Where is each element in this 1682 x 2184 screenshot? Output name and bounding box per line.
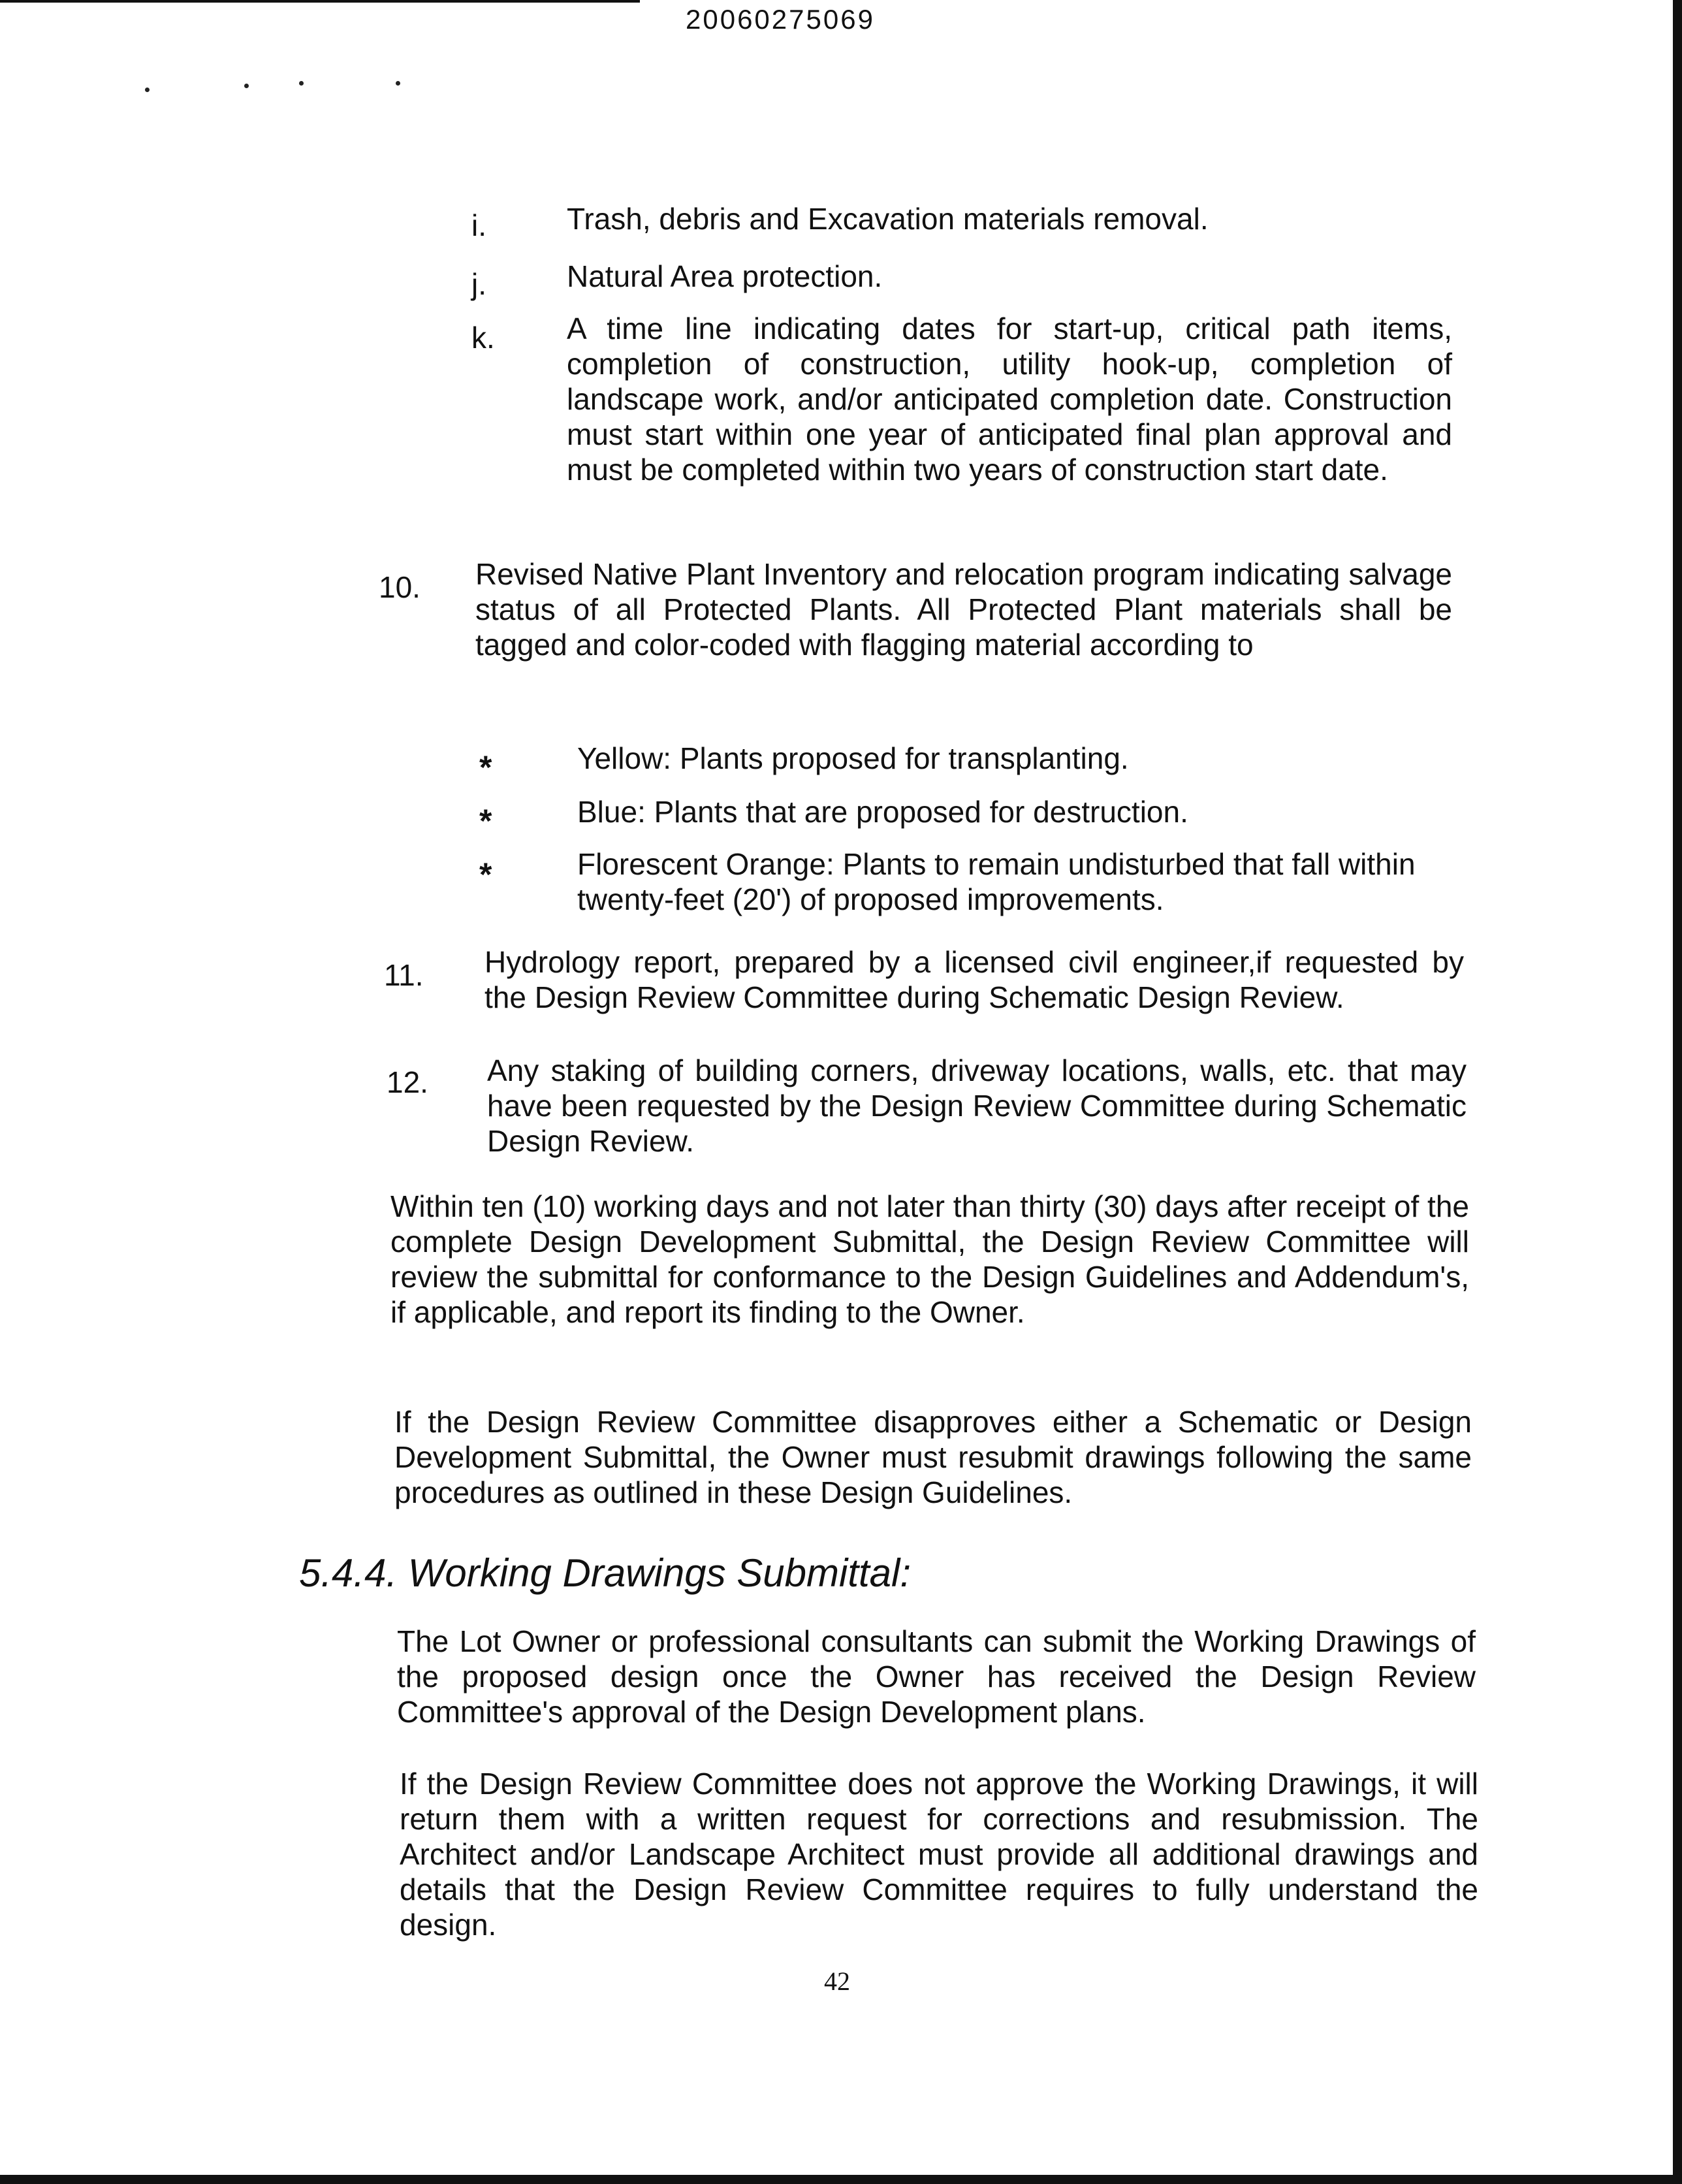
scan-speck (145, 88, 150, 92)
numbered-item-text: Hydrology report, prepared by a licensed civil engineer,if requested by the Design Review Committee during Schematic Design Review. (484, 945, 1464, 1014)
scan-border-bottom (0, 2175, 1682, 2184)
scan-border-top (0, 0, 640, 3)
bullet-text: Florescent Orange: Plants to remain undisturbed that fall within twenty-feet (20') of proposed improvements. (577, 847, 1416, 916)
document-number: 20060275069 (686, 4, 875, 35)
list-item-text: Trash, debris and Excavation materials removal. (567, 202, 1209, 236)
bullet-marker: * (479, 803, 492, 839)
body-paragraph: If the Design Review Committee disapproves either a Schematic or Design Development Submittal, the Owner must resubmit drawings following the same procedures as outlined in these Design Guidelines. (394, 1405, 1472, 1509)
scan-speck (396, 81, 400, 86)
bullet-marker: * (479, 856, 492, 893)
numbered-item-text: Any staking of building corners, driveway locations, walls, etc. that may have been requested by the Design Review Committee during Schematic Design Review. (487, 1053, 1467, 1158)
bullet-text: Yellow: Plants proposed for transplanting. (577, 741, 1129, 775)
bullet-text: Blue: Plants that are proposed for destruction. (577, 795, 1188, 829)
bullet-marker: * (479, 749, 492, 786)
list-item-marker: k. (471, 321, 495, 355)
scan-speck (299, 81, 304, 86)
section-paragraph: The Lot Owner or professional consultants can submit the Working Drawings of the proposed design once the Owner has received the Design Review Committee's approval of the Design Development plans. (397, 1624, 1476, 1729)
numbered-item-marker: 10. (379, 570, 420, 604)
section-paragraph: If the Design Review Committee does not approve the Working Drawings, it will return them with a written request for corrections and resubmission. The Architect and/or Landscape Architect must provide all additional drawings and details that the Design Review Committee requires to fully understand the design. (400, 1767, 1478, 1942)
numbered-item-marker: 12. (387, 1065, 428, 1099)
numbered-item-text: Revised Native Plant Inventory and relocation program indicating salvage status of all Protected Plants. All Protected Plant materials shall be tagged and color-coded with flagging material according to (475, 557, 1452, 662)
section-heading: 5.4.4. Working Drawings Submittal: (299, 1551, 912, 1595)
page-number: 42 (824, 1967, 850, 1996)
list-item-marker: j. (471, 267, 486, 301)
list-item-marker: i. (471, 208, 486, 242)
list-item-text: A time line indicating dates for start-up, critical path items, completion of construction, utility hook-up, completion of landscape work, and/or anticipated completion date. Construction must start within one year of anticipated final plan approval and must be completed within two years of construction start date. (567, 312, 1452, 487)
scan-border-right (1673, 0, 1682, 2184)
scan-speck (244, 84, 249, 88)
body-paragraph: Within ten (10) working days and not later than thirty (30) days after receipt of the complete Design Development Submittal, the Design Review Committee will review the submittal for conformance to the Design Guidelines and Addendum's, if applicable, and report its finding to the Owner. (390, 1189, 1469, 1329)
numbered-item-marker: 11. (384, 958, 424, 992)
list-item-text: Natural Area protection. (567, 259, 883, 293)
